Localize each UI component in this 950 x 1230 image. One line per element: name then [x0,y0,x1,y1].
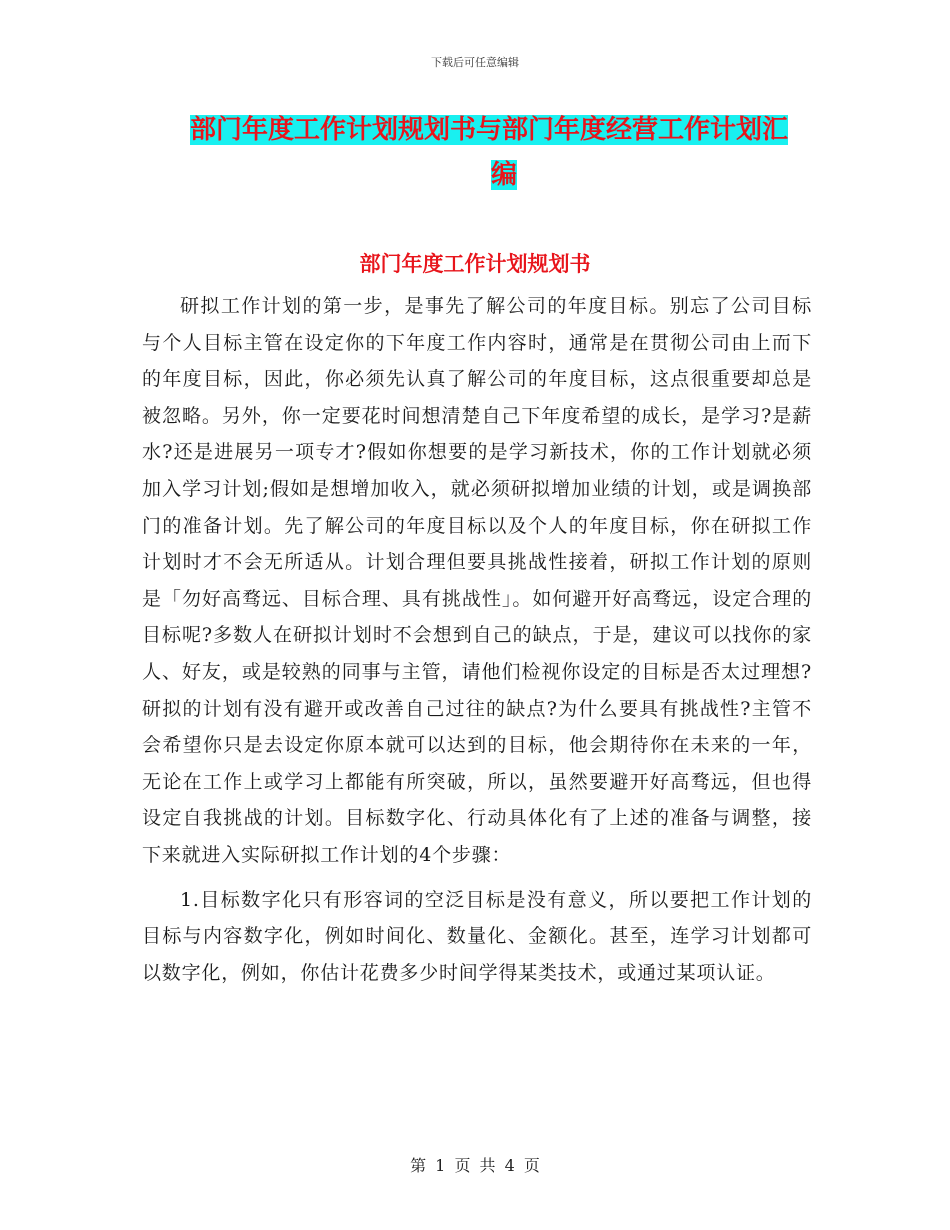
paragraph: 研拟工作计划的第一步，是事先了解公司的年度目标。别忘了公司目标与个人目标主管在设定你的下年度工作内容时，通常是在贯彻公司由上而下的年度目标，因此，你必须先认真了解公司的年度目标，这点很重要却总是被忽略。另外，你一定要花时间想清楚自己下年度希望的成长，是学习?是薪水?还是进展另一项专才?假如你想要的是学习新技术，你的工作计划就必须加入学习计划;假如是想增加收入，就必须研拟增加业绩的计划，或是调换部门的准备计划。先了解公司的年度目标以及个人的年度目标，你在研拟工作计划时才不会无所适从。计划合理但要具挑战性接着，研拟工作计划的原则是「勿好高骛远、目标合理、具有挑战性」。如何避开好高骛远，设定合理的目标呢?多数人在研拟计划时不会想到自己的缺点，于是，建议可以找你的家人、好友，或是较熟的同事与主管，请他们检视你设定的目标是否太过理想?研拟的计划有没有避开或改善自己过往的缺点?为什么要具有挑战性?主管不会希望你只是去设定你原本就可以达到的目标，他会期待你在未来的一年，无论在工作上或学习上都能有所突破，所以，虽然要避开好高骛远，但也得设定自我挑战的计划。目标数字化、行动具体化有了上述的准备与调整，接下来就进入实际研拟工作计划的4个步骤： [142,295,812,866]
section-title: 部门年度工作计划规划书 [359,252,591,276]
page-footer: 第 1 页 共 4 页 [410,1156,540,1175]
header-note: 下载后可任意编辑 [431,56,519,69]
paragraph: 1.目标数字化只有形容词的空泛目标是没有意义，所以要把工作计划的目标与内容数字化，例如时间化、数量化、金额化。甚至，连学习计划都可以数字化，例如，你估计花费多少时间学得某类技术，或通过某项认证。 [142,888,812,984]
document-title-line2: 编 [490,160,517,190]
body-text [142,288,812,991]
document-title [190,108,810,198]
document-title-line1: 部门年度工作计划规划书与部门年度经营工作计划汇 [190,115,789,145]
